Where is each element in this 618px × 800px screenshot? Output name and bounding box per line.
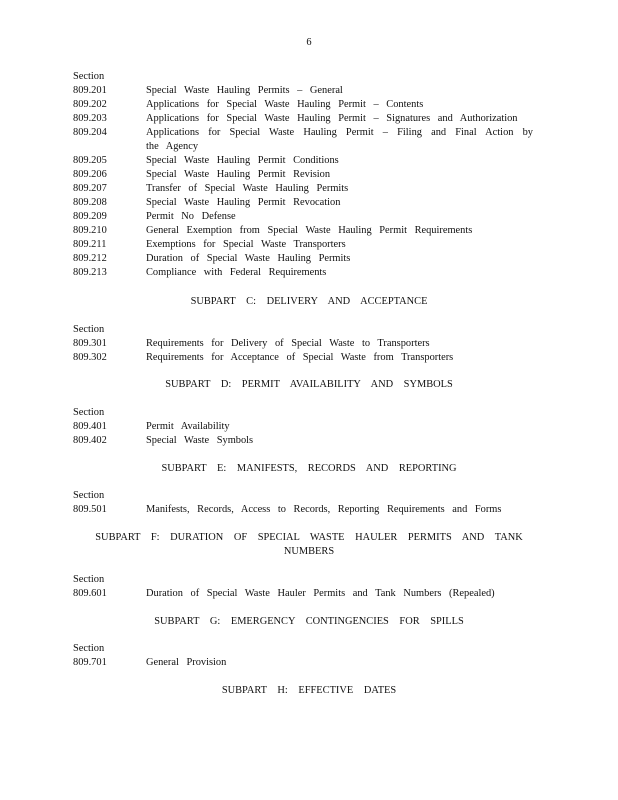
section-title: Applications for Special Waste Hauling Permit – Contents bbox=[146, 99, 424, 110]
section-label: Section bbox=[73, 407, 105, 418]
section-list-subpart-d bbox=[73, 406, 533, 448]
section-number: 809.209 bbox=[73, 211, 107, 222]
subpart-c-heading: SUBPART C: DELIVERY AND ACCEPTANCE bbox=[190, 296, 428, 307]
section-row bbox=[73, 126, 533, 154]
subpart-f-heading: SUBPART F: DURATION OF SPECIAL WASTE HAULER PERMITS AND TANK NUMBERS bbox=[95, 532, 523, 557]
page-number: 6 bbox=[306, 37, 312, 48]
section-row bbox=[73, 182, 533, 196]
section-number: 809.402 bbox=[73, 435, 107, 446]
section-row bbox=[73, 252, 533, 266]
subpart-g-heading: SUBPART G: EMERGENCY CONTINGENCIES FOR SPILLS bbox=[154, 616, 464, 627]
section-row bbox=[73, 238, 533, 252]
section-list-subpart-c bbox=[73, 323, 533, 365]
section-row bbox=[73, 196, 533, 210]
section-title: Duration of Special Waste Hauling Permits bbox=[146, 253, 351, 264]
section-number: 809.208 bbox=[73, 197, 107, 208]
section-row bbox=[73, 224, 533, 238]
section-title: Transfer of Special Waste Hauling Permits bbox=[146, 183, 349, 194]
section-number: 809.203 bbox=[73, 113, 107, 124]
section-label: Section bbox=[73, 324, 105, 335]
section-number: 809.202 bbox=[73, 99, 107, 110]
section-row bbox=[73, 112, 533, 126]
section-row bbox=[73, 587, 533, 601]
section-number: 809.201 bbox=[73, 85, 107, 96]
section-row bbox=[73, 503, 533, 517]
section-label: Section bbox=[73, 574, 105, 585]
section-title: Permit No Defense bbox=[146, 211, 236, 222]
section-title: Requirements for Acceptance of Special Waste from Transporters bbox=[146, 352, 454, 363]
section-title: Special Waste Hauling Permit Revocation bbox=[146, 197, 341, 208]
section-number: 809.212 bbox=[73, 253, 107, 264]
subpart-e-heading: SUBPART E: MANIFESTS, RECORDS AND REPORTING bbox=[161, 463, 457, 474]
section-number: 809.701 bbox=[73, 657, 107, 668]
section-title: Duration of Special Waste Hauler Permits and Tank Numbers (Repealed) bbox=[146, 588, 495, 599]
section-title: Special Waste Hauling Permits – General bbox=[146, 85, 343, 96]
section-number: 809.501 bbox=[73, 504, 107, 515]
section-number: 809.207 bbox=[73, 183, 107, 194]
section-list-subpart-b bbox=[73, 70, 533, 280]
section-row bbox=[73, 266, 533, 280]
section-number: 809.601 bbox=[73, 588, 107, 599]
section-list-subpart-e bbox=[73, 489, 533, 517]
section-title: Special Waste Hauling Permit Revision bbox=[146, 169, 331, 180]
section-row bbox=[73, 98, 533, 112]
section-title: Applications for Special Waste Hauling Permit – Filing and Final Action by the Agency bbox=[146, 127, 533, 152]
section-title: Requirements for Delivery of Special Waste to Transporters bbox=[146, 338, 430, 349]
section-number: 809.205 bbox=[73, 155, 107, 166]
section-list-subpart-g bbox=[73, 642, 533, 670]
subpart-h-heading: SUBPART H: EFFECTIVE DATES bbox=[221, 685, 397, 696]
section-number: 809.301 bbox=[73, 338, 107, 349]
section-number: 809.204 bbox=[73, 127, 107, 138]
section-number: 809.213 bbox=[73, 267, 107, 278]
subpart-d-heading: SUBPART D: PERMIT AVAILABILITY AND SYMBOLS bbox=[165, 379, 453, 390]
section-row bbox=[73, 154, 533, 168]
section-row bbox=[73, 351, 533, 365]
section-title: Special Waste Hauling Permit Conditions bbox=[146, 155, 339, 166]
section-label: Section bbox=[73, 71, 105, 82]
section-number: 809.210 bbox=[73, 225, 107, 236]
section-row bbox=[73, 434, 533, 448]
section-number: 809.401 bbox=[73, 421, 107, 432]
section-title: Applications for Special Waste Hauling Permit – Signatures and Authorization bbox=[146, 113, 518, 124]
section-title: General Provision bbox=[146, 657, 227, 668]
section-row bbox=[73, 337, 533, 351]
section-title: Permit Availability bbox=[146, 421, 230, 432]
section-title: General Exemption from Special Waste Hauling Permit Requirements bbox=[146, 225, 473, 236]
section-title: Exemptions for Special Waste Transporters bbox=[146, 239, 346, 250]
section-list-subpart-f bbox=[73, 573, 533, 601]
section-number: 809.211 bbox=[73, 239, 107, 250]
section-number: 809.302 bbox=[73, 352, 107, 363]
section-title: Compliance with Federal Requirements bbox=[146, 267, 327, 278]
section-label: Section bbox=[73, 643, 105, 654]
section-row bbox=[73, 168, 533, 182]
section-label: Section bbox=[73, 490, 105, 501]
section-number: 809.206 bbox=[73, 169, 107, 180]
section-title: Manifests, Records, Access to Records, Reporting Requirements and Forms bbox=[146, 504, 502, 515]
section-row bbox=[73, 210, 533, 224]
section-row bbox=[73, 84, 533, 98]
section-row bbox=[73, 420, 533, 434]
section-row bbox=[73, 656, 533, 670]
section-title: Special Waste Symbols bbox=[146, 435, 254, 446]
